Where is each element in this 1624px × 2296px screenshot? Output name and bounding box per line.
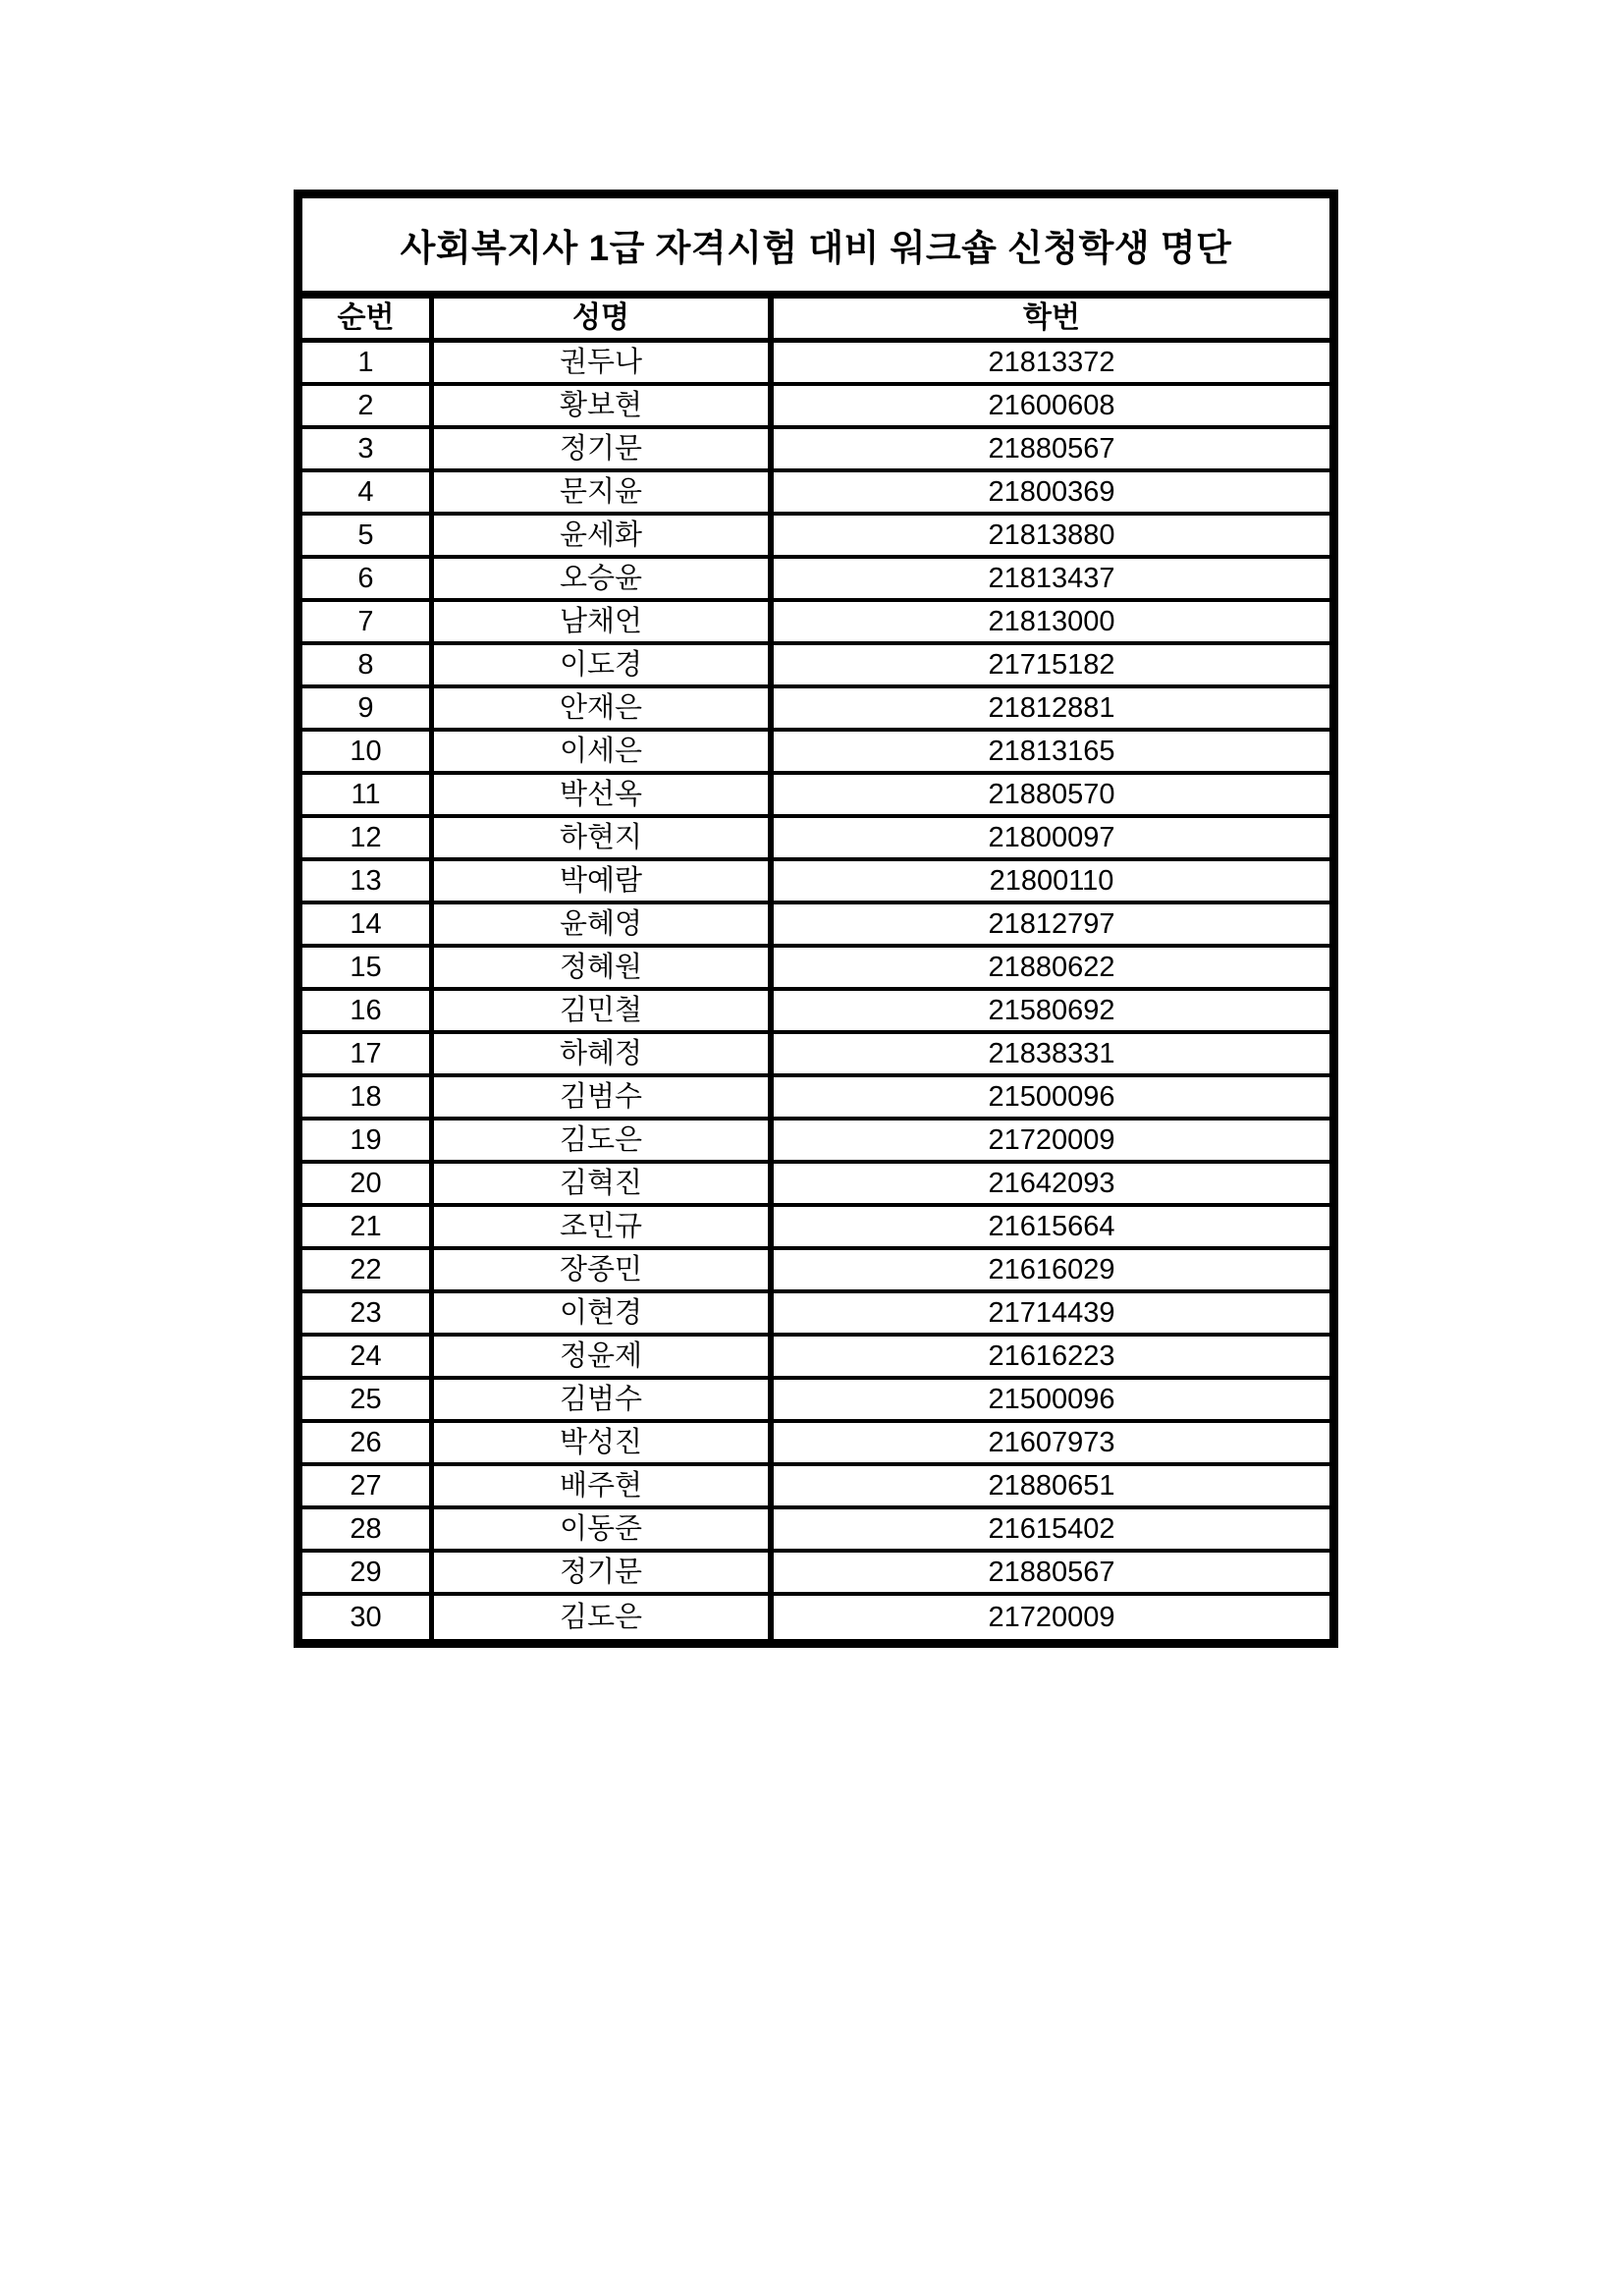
- row-number-cell: 10: [302, 732, 434, 771]
- row-number-cell: 13: [302, 861, 434, 901]
- student-id-cell: 21813165: [988, 735, 1115, 767]
- student-name-cell: 배주현: [434, 1466, 774, 1505]
- student-id-cell: 21615402: [988, 1512, 1115, 1545]
- student-name-cell: 정기문: [434, 429, 774, 468]
- table-row: [302, 645, 1329, 688]
- table-row: [302, 1466, 1329, 1509]
- student-name-cell: 정기문: [434, 1553, 774, 1592]
- student-name-cell: 김범수: [434, 1380, 774, 1419]
- student-name-cell: 장종민: [434, 1250, 774, 1289]
- student-id-cell: 21800369: [988, 475, 1115, 508]
- student-id-cell: 21616223: [988, 1339, 1115, 1372]
- row-number-cell: 14: [302, 904, 434, 944]
- row-number-cell: 16: [302, 991, 434, 1030]
- column-header-no: 순번: [302, 299, 434, 338]
- student-id-cell: 21800110: [989, 864, 1114, 897]
- table-row: [302, 732, 1329, 775]
- table-row: [302, 1293, 1329, 1337]
- row-number-cell: 8: [302, 645, 434, 684]
- student-id-cell: 21500096: [988, 1080, 1115, 1113]
- table-row: [302, 1121, 1329, 1164]
- row-number-cell: 25: [302, 1380, 434, 1419]
- table-row: [302, 1164, 1329, 1207]
- row-number-cell: 23: [302, 1293, 434, 1333]
- row-number-cell: 4: [302, 472, 434, 512]
- student-name-cell: 하혜정: [434, 1034, 774, 1073]
- row-number-cell: 11: [302, 775, 434, 814]
- row-number-cell: 7: [302, 602, 434, 641]
- workshop-roster-table: [294, 190, 1338, 1648]
- table-row: [302, 775, 1329, 818]
- student-id-cell: 21600608: [988, 389, 1115, 421]
- row-number-cell: 27: [302, 1466, 434, 1505]
- student-name-cell: 이동준: [434, 1509, 774, 1549]
- student-id-cell: 21813437: [988, 562, 1115, 594]
- student-name-cell: 박성진: [434, 1423, 774, 1462]
- student-id-cell: 21880570: [988, 778, 1115, 810]
- table-row: [302, 429, 1329, 472]
- student-id-cell: 21813880: [988, 519, 1115, 551]
- row-number-cell: 20: [302, 1164, 434, 1203]
- student-id-cell: 21714439: [988, 1296, 1115, 1329]
- student-name-cell: 이세은: [434, 732, 774, 771]
- table-header-row: [302, 299, 1329, 343]
- student-id-cell: 21500096: [988, 1383, 1115, 1415]
- row-number-cell: 29: [302, 1553, 434, 1592]
- student-name-cell: 윤세화: [434, 516, 774, 555]
- row-number-cell: 2: [302, 386, 434, 425]
- table-row: [302, 1034, 1329, 1077]
- row-number-cell: 19: [302, 1121, 434, 1160]
- student-name-cell: 이현경: [434, 1293, 774, 1333]
- student-name-cell: 오승윤: [434, 559, 774, 598]
- student-name-cell: 김도은: [434, 1121, 774, 1160]
- table-row: [302, 472, 1329, 516]
- student-id-cell: 21616029: [988, 1253, 1115, 1285]
- student-name-cell: 권두나: [434, 343, 774, 382]
- row-number-cell: 21: [302, 1207, 434, 1246]
- student-name-cell: 박선옥: [434, 775, 774, 814]
- student-id-cell: 21813372: [988, 346, 1115, 378]
- student-name-cell: 정혜원: [434, 948, 774, 987]
- student-name-cell: 문지윤: [434, 472, 774, 512]
- table-row: [302, 1553, 1329, 1596]
- column-header-name: 성명: [434, 299, 774, 338]
- row-number-cell: 24: [302, 1337, 434, 1376]
- table-row: [302, 1207, 1329, 1250]
- table-row: [302, 386, 1329, 429]
- row-number-cell: 5: [302, 516, 434, 555]
- row-number-cell: 30: [302, 1596, 434, 1639]
- student-name-cell: 정윤제: [434, 1337, 774, 1376]
- table-row: [302, 559, 1329, 602]
- row-number-cell: 1: [302, 343, 434, 382]
- student-id-cell: 21615664: [988, 1210, 1115, 1242]
- student-id-cell: 21720009: [988, 1123, 1115, 1156]
- table-row: [302, 516, 1329, 559]
- table-row: [302, 602, 1329, 645]
- student-name-cell: 윤혜영: [434, 904, 774, 944]
- column-header-student-id: 학번: [1023, 301, 1080, 334]
- row-number-cell: 12: [302, 818, 434, 857]
- table-row: [302, 1380, 1329, 1423]
- student-id-cell: 21720009: [988, 1601, 1115, 1633]
- row-number-cell: 9: [302, 688, 434, 728]
- table-row: [302, 1509, 1329, 1553]
- table-row: [302, 343, 1329, 386]
- table-row: [302, 991, 1329, 1034]
- student-name-cell: 김범수: [434, 1077, 774, 1117]
- student-id-cell: 21580692: [988, 994, 1115, 1026]
- row-number-cell: 17: [302, 1034, 434, 1073]
- student-name-cell: 남채언: [434, 602, 774, 641]
- student-id-cell: 21880622: [988, 951, 1115, 983]
- table-row: [302, 904, 1329, 948]
- row-number-cell: 3: [302, 429, 434, 468]
- table-row: [302, 861, 1329, 904]
- table-row: [302, 688, 1329, 732]
- student-name-cell: 박예람: [434, 861, 774, 901]
- student-id-cell: 21642093: [988, 1167, 1115, 1199]
- table-title: 사회복지사 1급 자격시험 대비 워크숍 신청학생 명단: [302, 198, 1329, 299]
- student-name-cell: 이도경: [434, 645, 774, 684]
- student-id-cell: 21880651: [988, 1469, 1115, 1502]
- student-id-cell: 21880567: [988, 432, 1115, 465]
- row-number-cell: 15: [302, 948, 434, 987]
- table-row: [302, 948, 1329, 991]
- student-name-cell: 김혁진: [434, 1164, 774, 1203]
- student-id-cell: 21607973: [988, 1426, 1115, 1458]
- student-id-cell: 21813000: [988, 605, 1115, 637]
- student-id-cell: 21812881: [988, 691, 1115, 724]
- student-id-cell: 21838331: [988, 1037, 1115, 1069]
- row-number-cell: 22: [302, 1250, 434, 1289]
- student-id-cell: 21812797: [988, 907, 1115, 940]
- table-row: [302, 1596, 1329, 1639]
- student-id-cell: 21880567: [988, 1556, 1115, 1588]
- table-row: [302, 1423, 1329, 1466]
- student-name-cell: 안재은: [434, 688, 774, 728]
- table-row: [302, 1250, 1329, 1293]
- row-number-cell: 26: [302, 1423, 434, 1462]
- student-name-cell: 황보현: [434, 386, 774, 425]
- row-number-cell: 6: [302, 559, 434, 598]
- student-name-cell: 김민철: [434, 991, 774, 1030]
- student-id-cell: 21715182: [988, 648, 1115, 681]
- student-name-cell: 조민규: [434, 1207, 774, 1246]
- table-row: [302, 818, 1329, 861]
- student-name-cell: 하현지: [434, 818, 774, 857]
- table-row: [302, 1337, 1329, 1380]
- row-number-cell: 18: [302, 1077, 434, 1117]
- table-body: [302, 343, 1329, 1639]
- student-name-cell: 김도은: [434, 1596, 774, 1639]
- table-row: [302, 1077, 1329, 1121]
- row-number-cell: 28: [302, 1509, 434, 1549]
- student-id-cell: 21800097: [988, 821, 1115, 853]
